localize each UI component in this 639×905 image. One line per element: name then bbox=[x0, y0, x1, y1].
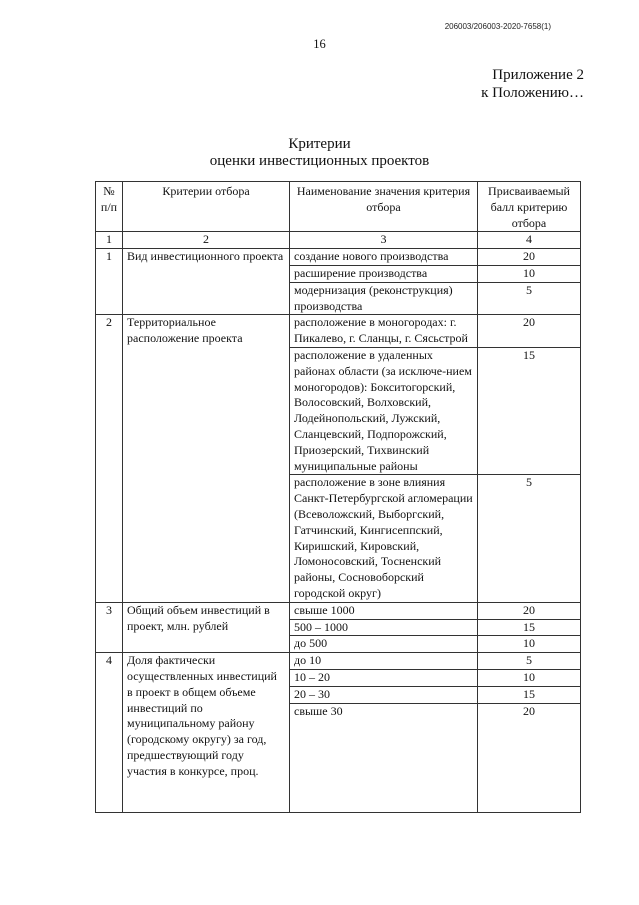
column-numbers-row bbox=[96, 232, 581, 249]
criterion-score: 10 bbox=[478, 636, 581, 653]
header-num: № п/п bbox=[96, 182, 123, 232]
title-line-2: оценки инвестиционных проектов bbox=[209, 153, 430, 169]
annex-line-1: Приложение 2 bbox=[492, 67, 584, 83]
document-id: 206003/206003-2020-7658(1) bbox=[444, 22, 551, 31]
table-header-row bbox=[96, 182, 581, 232]
criterion-score: 15 bbox=[478, 619, 581, 636]
criterion-name: Территориальное расположение проекта bbox=[123, 315, 290, 602]
criterion-name: Доля фактически осуществленных инвестиций в проект в общем объеме инвестиций по муниципальному району (городскому округу) за год, предшествующий году участия в конкурсе, проц. bbox=[123, 653, 290, 812]
criterion-score: 15 bbox=[478, 347, 581, 474]
header-score: Присваиваемый балл критерию отбора bbox=[478, 182, 581, 232]
criterion-score: 20 bbox=[478, 315, 581, 348]
row-number: 1 bbox=[96, 249, 123, 315]
criterion-score: 20 bbox=[478, 602, 581, 619]
criterion-value: расширение производства bbox=[290, 265, 478, 282]
page-number: 16 bbox=[313, 37, 326, 51]
column-number: 3 bbox=[290, 232, 478, 249]
criterion-value: 10 – 20 bbox=[290, 669, 478, 686]
column-number: 1 bbox=[96, 232, 123, 249]
row-number: 4 bbox=[96, 653, 123, 812]
criterion-score: 10 bbox=[478, 669, 581, 686]
table-row bbox=[96, 653, 581, 670]
criterion-value: 20 – 30 bbox=[290, 686, 478, 703]
criterion-score: 15 bbox=[478, 686, 581, 703]
criterion-value: расположение в зоне влияния Санкт-Петербургской агломерации (Всеволожский, Выборгский, Гатчинский, Кингисеппский, Киришский, Кировский, Ломоносовский, Тосненский районы, Сосновоборский городской округ) bbox=[290, 475, 478, 602]
header-value-name: Наименование значения критерия отбора bbox=[290, 182, 478, 232]
criteria-table bbox=[95, 181, 581, 813]
document-title bbox=[0, 136, 639, 170]
criterion-name: Общий объем инвестиций в проект, млн. рублей bbox=[123, 602, 290, 652]
criterion-value: расположение в удаленных районах области (за исключе-нием моногородов): Бокситогорский, Волосовский, Волховский, Лодейнопольский, Лужский, Сланцевский, Подпорожский, Приозерский, Тихвинский муниципальные районы bbox=[290, 347, 478, 474]
column-number: 2 bbox=[123, 232, 290, 249]
title-line-1: Критерии bbox=[288, 136, 351, 152]
annex-line-2: к Положению… bbox=[481, 85, 584, 101]
table-row bbox=[96, 315, 581, 348]
column-number: 4 bbox=[478, 232, 581, 249]
header-criteria: Критерии отбора bbox=[123, 182, 290, 232]
criterion-score: 20 bbox=[478, 703, 581, 812]
criterion-value: расположение в моногородах: г. Пикалево, г. Сланцы, г. Сясьстрой bbox=[290, 315, 478, 348]
criterion-score: 5 bbox=[478, 282, 581, 315]
row-number: 3 bbox=[96, 602, 123, 652]
criterion-score: 20 bbox=[478, 249, 581, 266]
row-number: 2 bbox=[96, 315, 123, 602]
criterion-value: создание нового производства bbox=[290, 249, 478, 266]
table-row bbox=[96, 249, 581, 266]
criterion-score: 10 bbox=[478, 265, 581, 282]
criterion-score: 5 bbox=[478, 653, 581, 670]
criterion-value: модернизация (реконструкция) производства bbox=[290, 282, 478, 315]
criterion-value: до 10 bbox=[290, 653, 478, 670]
criterion-value: свыше 1000 bbox=[290, 602, 478, 619]
criterion-value: до 500 bbox=[290, 636, 478, 653]
criterion-name: Вид инвестиционного проекта bbox=[123, 249, 290, 315]
criterion-score: 5 bbox=[478, 475, 581, 602]
criterion-value: свыше 30 bbox=[290, 703, 478, 812]
criterion-value: 500 – 1000 bbox=[290, 619, 478, 636]
table-row bbox=[96, 602, 581, 619]
annex-reference bbox=[481, 66, 584, 102]
